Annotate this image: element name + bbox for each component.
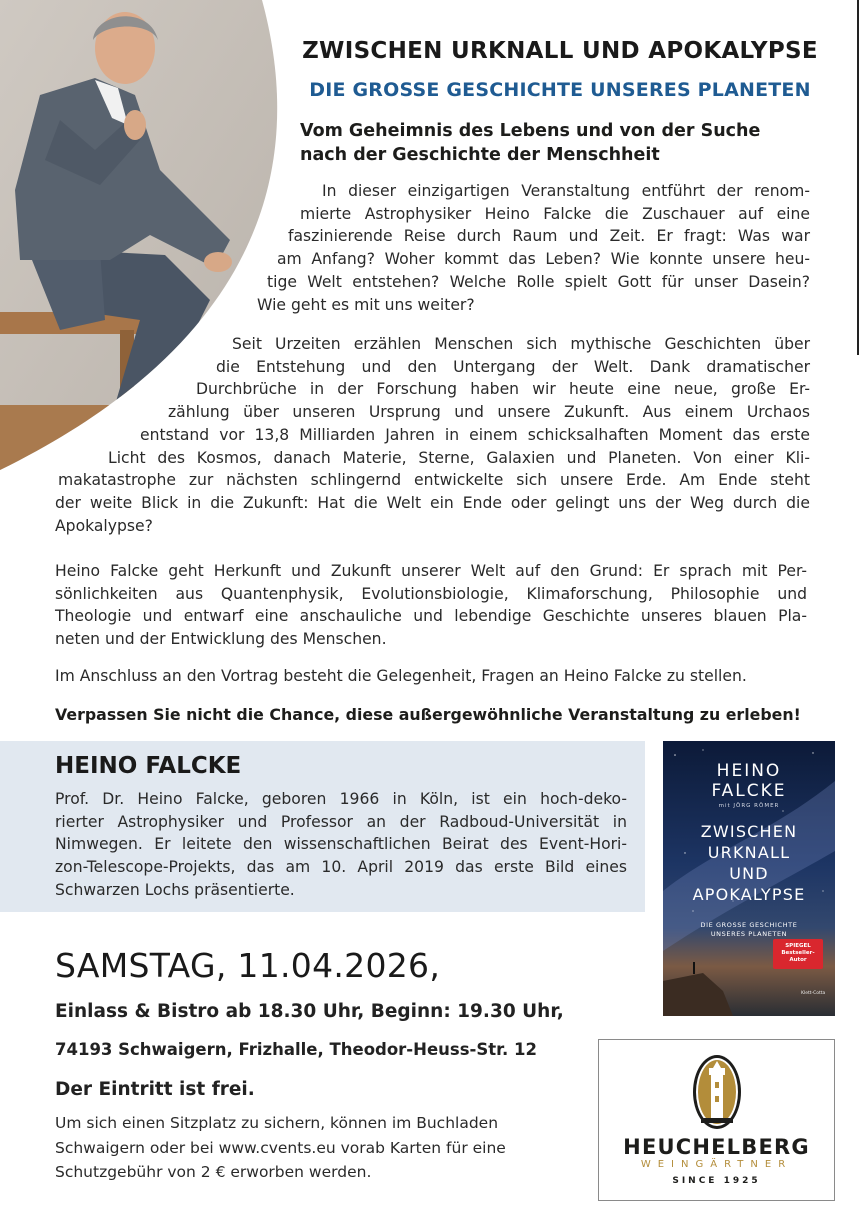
ticket-line: Um sich einen Sitzplatz zu sichern, können im Buchladen xyxy=(55,1114,499,1132)
intro-line: faszinierende Reise durch Raum und Zeit. Er fragt: Was war xyxy=(288,227,810,246)
call-to-action: Verpassen Sie nicht die Chance, diese außergewöhnliche Veranstaltung zu erleben! xyxy=(55,705,801,724)
ticket-line: Schwaigern oder bei www.cvents.eu vorab Karten für eine xyxy=(55,1138,506,1157)
event-date: SAMSTAG, 11.04.2026, xyxy=(55,946,441,985)
story-line: zählung über unseren Ursprung und unsere Zukunft. Aus einem Urchaos xyxy=(168,403,810,422)
story-line: entstand vor 13,8 Milliarden Jahren in einem schicksalhaften Moment das erste xyxy=(140,425,810,444)
tagline-line: nach der Geschichte der Menschheit xyxy=(300,145,660,165)
research-line: sönlichkeiten aus Quantenphysik, Evolutionsbiologie, Klimaforschung, Philosophie und xyxy=(55,584,807,603)
book-subtitle xyxy=(663,921,835,939)
sponsor-since: SINCE 1925 xyxy=(672,1176,761,1186)
story-paragraph xyxy=(0,333,810,537)
sponsor-subline: WEINGÄRTNER xyxy=(640,1159,793,1170)
event-tagline xyxy=(300,119,840,167)
book-title-line: URKNALL xyxy=(707,843,791,862)
story-line: der weite Blick in die Zukunft: Hat die Welt ein Ende oder gelingt uns der Weg durch die xyxy=(55,493,810,512)
story-line: Seit Urzeiten erzählen Menschen sich mythische Geschichten über xyxy=(232,335,810,353)
book-title-line: APOKALYPSE xyxy=(692,885,806,904)
story-line: Apokalypse? xyxy=(55,516,153,535)
book-title-line: UND xyxy=(729,864,769,883)
free-entry: Der Eintritt ist frei. xyxy=(55,1079,255,1100)
bestseller-badge xyxy=(773,939,823,969)
event-venue: 74193 Schwaigern, Frizhalle, Theodor-Heuss-Str. 12 xyxy=(55,1040,537,1059)
qa-paragraph: Im Anschluss an den Vortrag besteht die Gelegenheit, Fragen an Heino Falcke zu stellen. xyxy=(55,667,747,685)
intro-line: mierte Astrophysiker Heino Falcke die Zuschauer auf eine xyxy=(300,204,810,223)
story-line: Durchbrüche in der Forschung haben wir heute eine neue, große Er- xyxy=(196,380,810,399)
event-subtitle: DIE GROSSE GESCHICHTE UNSERES PLANETEN xyxy=(309,79,811,101)
bio-line: rierter Astrophysiker und Professor an der Radboud-Universität in xyxy=(55,812,627,831)
intro-line: am Anfang? Woher kommt das Leben? Wie konnte unsere heu- xyxy=(277,250,810,269)
ticket-line: Schutzgebühr von 2 € erworben werden. xyxy=(55,1163,372,1181)
book-author-last: FALCKE xyxy=(711,781,787,801)
ticket-info xyxy=(55,1111,575,1185)
sponsor-name: HEUCHELBERG xyxy=(623,1135,810,1159)
badge-line: SPIEGEL xyxy=(785,943,811,949)
sponsor-logo xyxy=(598,1039,835,1201)
story-line: makatastrophe zur nächsten schlingernd entwickelte sich unsere Erde. Am Ende steht xyxy=(58,471,810,490)
book-subtitle-line: DIE GROSSE GESCHICHTE xyxy=(700,921,798,929)
story-line: die Entstehung und den Untergang der Welt. Dank dramatischer xyxy=(216,357,810,376)
bio-line: zon-Telescope-Projekts, das am 10. April 2019 das erste Bild eines xyxy=(55,858,627,877)
story-line: Licht des Kosmos, danach Materie, Sterne, Galaxien und Planeten. Von einer Kli- xyxy=(108,448,810,467)
research-line: neten und der Entwicklung des Menschen. xyxy=(55,630,387,649)
right-edge-rule xyxy=(857,0,859,355)
lighthouse-emblem-icon xyxy=(691,1052,743,1132)
intro-paragraph xyxy=(0,180,810,316)
book-author-first: HEINO xyxy=(716,761,782,781)
event-time: Einlass & Bistro ab 18.30 Uhr, Beginn: 19.30 Uhr, xyxy=(55,1001,564,1022)
bio-line: Schwarzen Lochs präsentierte. xyxy=(55,880,295,899)
book-title-line: ZWISCHEN xyxy=(700,822,798,841)
bio-line: Nimwegen. Er leitete den wissenschaftlichen Beirat des Event-Hori- xyxy=(55,835,627,854)
research-line: Heino Falcke geht Herkunft und Zukunft unserer Welt auf den Grund: Er sprach mit Per- xyxy=(55,562,807,580)
book-title xyxy=(663,821,835,905)
bio-heading: HEINO FALCKE xyxy=(55,753,242,779)
intro-line: Wie geht es mit uns weiter? xyxy=(257,295,475,314)
book-author xyxy=(663,761,835,801)
publisher-mark: Klett-Cotta xyxy=(801,991,826,996)
intro-line: tige Welt entstehen? Welche Rolle spielt Gott für unser Dasein? xyxy=(267,272,810,291)
event-title: ZWISCHEN URKNALL UND APOKALYPSE xyxy=(302,38,818,64)
research-paragraph xyxy=(55,560,807,651)
badge-line: Bestseller- xyxy=(781,950,815,956)
bio-paragraph xyxy=(55,788,627,902)
bio-line: Prof. Dr. Heino Falcke, geboren 1966 in Köln, ist ein hoch-deko- xyxy=(55,790,627,808)
tagline-line: Vom Geheimnis des Lebens und von der Suche xyxy=(300,121,761,141)
book-coauthor: mit JÖRG RÖMER xyxy=(718,803,780,809)
intro-line: In dieser einzigartigen Veranstaltung entführt der renom- xyxy=(322,182,810,200)
research-line: Theologie und entwarf eine anschauliche und lebendige Geschichte unseres blauen Pla- xyxy=(55,607,807,626)
book-cover xyxy=(663,741,835,1016)
badge-line: Autor xyxy=(789,957,807,963)
book-subtitle-line: UNSERES PLANETEN xyxy=(710,930,788,938)
